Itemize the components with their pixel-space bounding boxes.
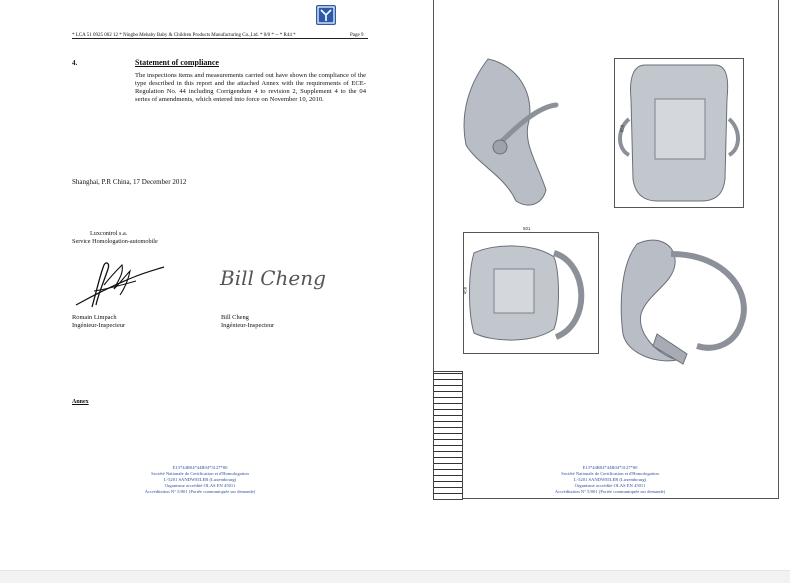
- stamp-line: Accréditation N° 5/001 (Portée communiquée sur demande): [144, 489, 256, 494]
- viewer-bottom-strip: [0, 570, 790, 583]
- stamp-line: E13*44R04*44R04*3127*00: [582, 465, 638, 470]
- signature-bill-cheng: [218, 259, 336, 308]
- seat-top-view-box: [614, 58, 744, 208]
- seat-side-view-drawing: [458, 55, 563, 215]
- header-divider: [72, 38, 368, 39]
- signer2-name: Bill Cheng: [221, 314, 249, 321]
- stamp-line: Organisme accrédité OLAS EN 45011: [164, 483, 236, 488]
- place-date: Shanghai, P.R China, 17 December 2012: [72, 178, 187, 186]
- signer2-title: Ingénieur-Inspecteur: [221, 322, 275, 329]
- stamp-line: Accréditation N° 5/001 (Portée communiquée sur demande): [554, 489, 666, 494]
- stamp-line: Organisme accrédité OLAS EN 45011: [574, 483, 646, 488]
- org-department: Service Homologation-automobile: [72, 238, 158, 245]
- stamp-line: L-5201 SANDWEILER (Luxembourg): [573, 477, 647, 482]
- signer1-title: Ingénieur-Inspecteur: [72, 322, 126, 329]
- certification-stamp-left: [110, 465, 290, 495]
- dimension-label: 501: [523, 226, 531, 231]
- stamp-line: Société Nationale de Certification et d'Homologation: [561, 471, 659, 476]
- stamp-line: E13*44R04*44R04*3127*00: [172, 465, 228, 470]
- luxcontrol-logo: [316, 5, 336, 25]
- drawing-title-block: [433, 371, 463, 500]
- certification-stamp-right: [520, 465, 700, 495]
- stamp-line: Société Nationale de Certification et d'Homologation: [151, 471, 249, 476]
- report-reference: * LCA 51 0925 002 12 * Ningbo Mebaby Baby & Children Products Manufacturing Co.,Ltd. * 0/0 * -- * R44 *: [72, 33, 296, 38]
- annex-label: Annex: [72, 399, 89, 405]
- signature-text: Bill Cheng: [220, 266, 326, 290]
- signer1-name: Romain Limpach: [72, 314, 117, 321]
- seat-perspective-view-drawing: [617, 234, 757, 374]
- dimension-label: 659: [619, 124, 625, 133]
- stamp-line: L-5201 SANDWEILER (Luxembourg): [163, 477, 237, 482]
- section-title: Statement of compliance: [135, 58, 219, 67]
- signature-romain-limpach: [74, 255, 166, 318]
- dimension-label: 458: [462, 286, 468, 295]
- seat-front-view-box: [463, 232, 599, 354]
- section-number: 4.: [72, 59, 78, 67]
- org-name: Luxcontrol s.a.: [90, 230, 128, 237]
- compliance-paragraph: The inspections items and measurements carried out have shown the compliance of the type described in this report and the attached Annex with the requirements of ECE-Regulation No. 44 including Corrigendum 4 to revision 2, Supplement 4 to the 04 series of amendments, which entered into force on November 10, 2010.: [135, 72, 366, 103]
- page-number: Page 9: [350, 33, 364, 38]
